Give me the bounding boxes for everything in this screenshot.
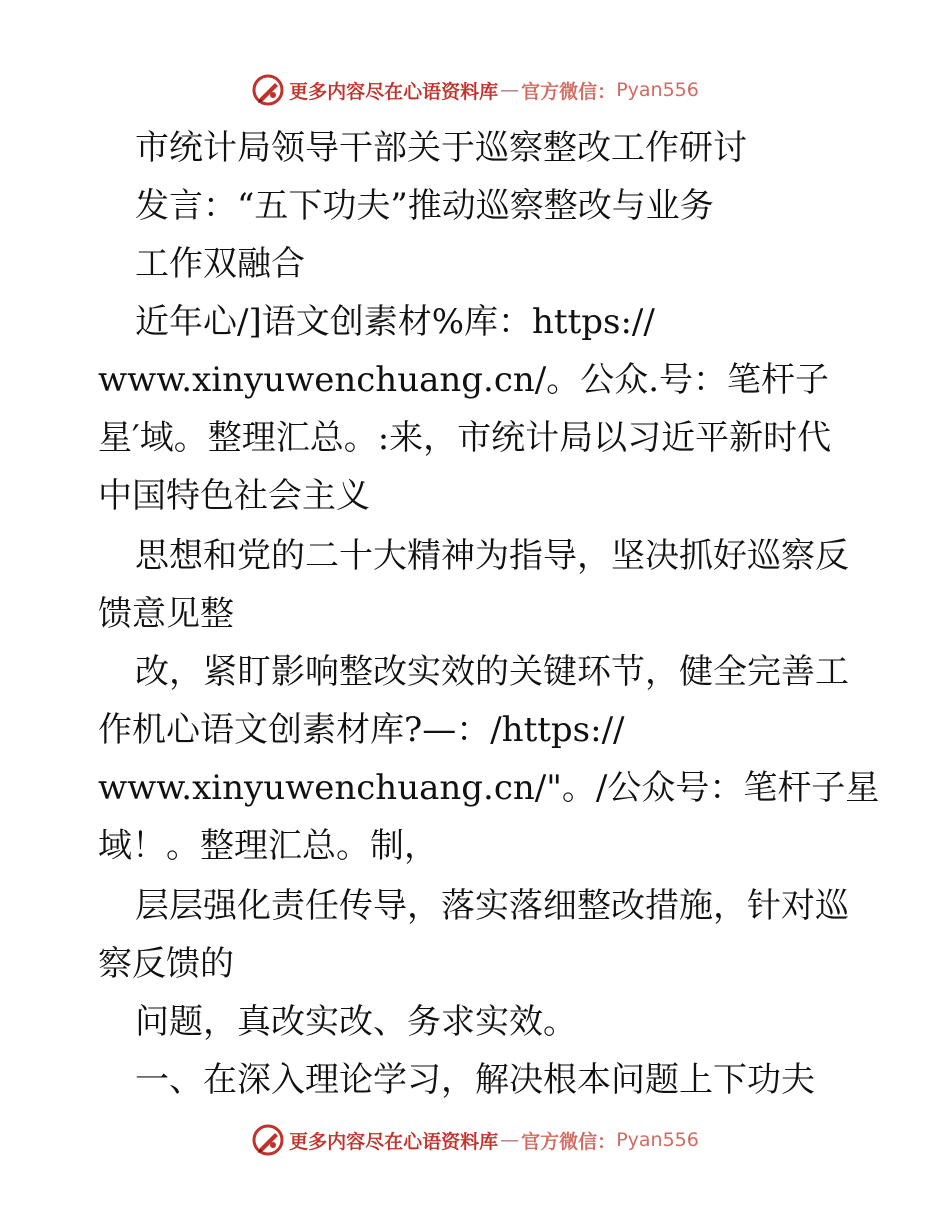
banner-brand-text: 更多内容尽在心语资料库 [289, 1130, 499, 1153]
paragraph-line: www.xinyuwenchuang.cn/。公众.号：笔杆子 [98, 360, 830, 400]
paragraph-line: 近年心/]语文创素材%库：https:// [135, 302, 655, 342]
paragraph-line: 层层强化责任传导，落实落细整改措施，针对巡 [135, 886, 849, 926]
paragraph-line: 思想和党的二十大精神为指导，坚决抓好巡察反 [135, 536, 849, 576]
section-heading: 一、在深入理论学习，解决根本问题上下功夫 [135, 1060, 815, 1100]
title-line-1: 市统计局领导干部关于巡察整改工作研讨 [135, 128, 747, 168]
pen-logo-icon [251, 73, 285, 107]
paragraph-line: 域！。整理汇总。制， [98, 826, 438, 866]
paragraph-line: 作机心语文创素材库?—：/https:// [98, 710, 625, 750]
paragraph-line: 馈意见整 [98, 594, 234, 634]
paragraph-line: 察反馈的 [98, 944, 234, 984]
banner-label: 官方微信： [521, 80, 617, 103]
paragraph-line: 中国特色社会主义 [98, 476, 370, 516]
title-line-3: 工作双融合 [135, 244, 305, 284]
banner-separator: — [500, 79, 520, 101]
banner-separator: — [500, 1129, 520, 1151]
paragraph-line: www.xinyuwenchuang.cn/"。/公众号：笔杆子星 [98, 768, 880, 808]
banner-account: Pyan556 [616, 79, 699, 101]
banner-brand-text: 更多内容尽在心语资料库 [289, 80, 499, 103]
title-line-2: 发言：“五下功夫”推动巡察整改与业务 [135, 186, 714, 226]
footer-watermark-banner [0, 1120, 950, 1160]
paragraph-line: 问题，真改实改、务求实效。 [135, 1002, 577, 1042]
header-watermark-banner [0, 70, 950, 110]
banner-label: 官方微信： [521, 1130, 617, 1153]
paragraph-line: 星′域。整理汇总。:来，市统计局以习近平新时代 [98, 418, 832, 458]
banner-account: Pyan556 [616, 1129, 699, 1151]
paragraph-line: 改，紧盯影响整改实效的关键环节，健全完善工 [135, 652, 849, 692]
pen-logo-icon [251, 1123, 285, 1157]
